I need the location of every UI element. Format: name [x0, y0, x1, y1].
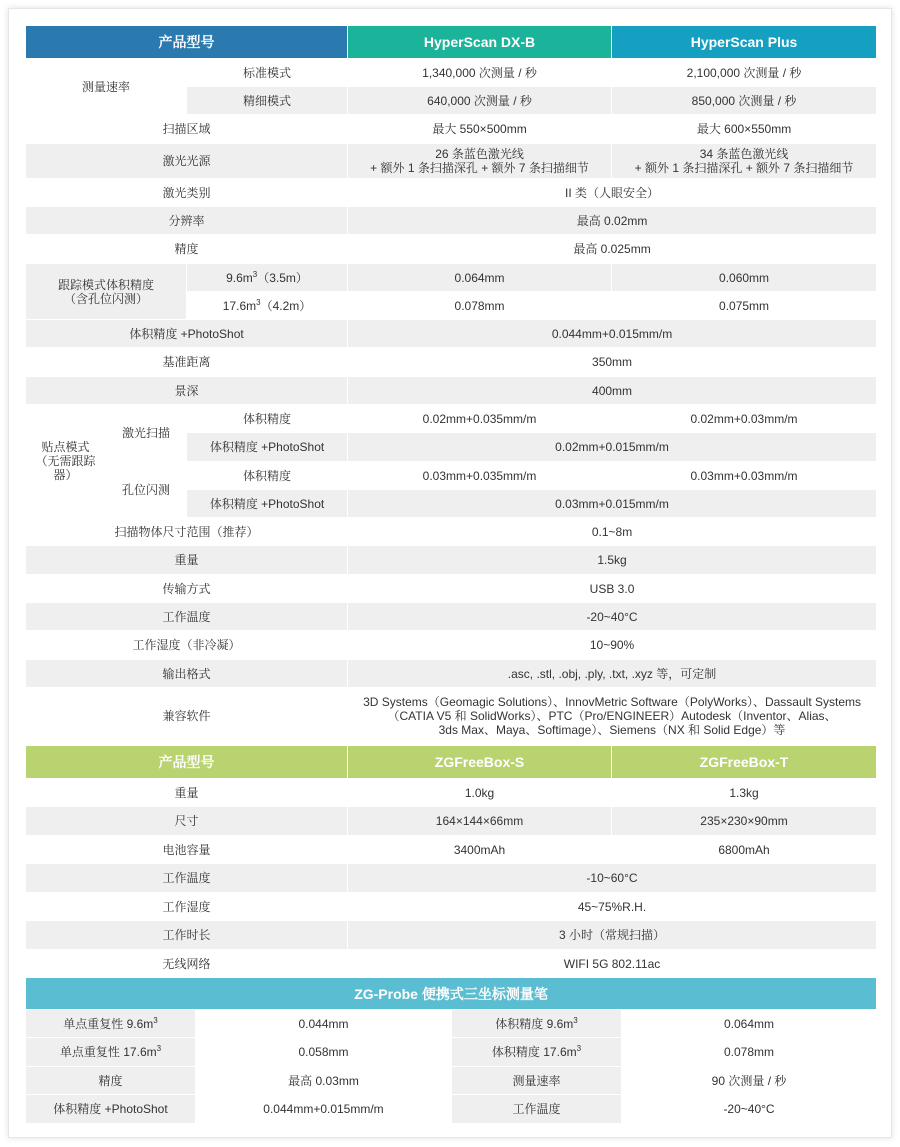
marker-laser-ps-value: 0.02mm+0.015mm/m: [348, 433, 877, 462]
standard-mode-label: 标准模式: [187, 59, 348, 87]
probe-r3-value2: 90 次测量 / 秒: [622, 1067, 877, 1095]
vol-photoshot-label: 体积精度 +PhotoShot: [26, 320, 348, 348]
probe-r3-value1: 最高 0.03mm: [196, 1067, 452, 1095]
zgfreebox-s-header: ZGFreeBox-S: [348, 746, 612, 779]
probe-r1-label1: [26, 1010, 196, 1038]
accuracy-label: 精度: [26, 235, 348, 264]
zg-weight-row: [26, 779, 877, 807]
probe-r2-label1: [26, 1038, 196, 1067]
vol-photoshot-value: 0.044mm+0.015mm/m: [348, 320, 877, 348]
marker-laser-vol-b: 0.02mm+0.03mm/m: [612, 405, 877, 433]
resolution-row: [26, 207, 877, 235]
marker-laser-vol-a: 0.02mm+0.035mm/m: [348, 405, 612, 433]
laser-class-row: [26, 179, 877, 207]
marker-mode-line1: 贴点模式: [41, 440, 90, 454]
marker-laser-ps-label: 体积精度 +PhotoShot: [187, 433, 348, 462]
zg-wireless-label: 无线网络: [26, 950, 348, 978]
weight-label: 重量: [26, 546, 348, 575]
probe-r4-label1: 体积精度 +PhotoShot: [26, 1095, 196, 1124]
resolution-label: 分辨率: [26, 207, 348, 235]
probe-r2-value1: 0.058mm: [196, 1038, 452, 1067]
hyperscan-header-row: [26, 26, 877, 59]
tracking-vol-1-exp: 3: [252, 269, 258, 279]
tracking-vol-1-value: 9.6m: [226, 270, 253, 285]
marker-laser-vol-label: 体积精度: [187, 405, 348, 433]
accuracy-value: 最高 0.025mm: [348, 235, 877, 264]
probe-r1-value2: 0.064mm: [622, 1010, 877, 1038]
output-value: .asc, .stl, .obj, .ply, .txt, .xyz 等，可定制: [348, 660, 877, 688]
weight-value: 1.5kg: [348, 546, 877, 575]
fine-speed-b: 850,000 次测量 / 秒: [612, 87, 877, 115]
speed-standard-row: [26, 59, 877, 87]
scan-area-b: 最大 600×550mm: [612, 115, 877, 144]
scan-area-a: 最大 550×500mm: [348, 115, 612, 144]
zg-battery-label: 电池容量: [26, 836, 348, 864]
marker-hole-ps-value: 0.03mm+0.015mm/m: [348, 490, 877, 518]
op-temp-row: [26, 603, 877, 631]
transfer-label: 传输方式: [26, 575, 348, 603]
op-humidity-label: 工作湿度（非冷凝）: [26, 631, 348, 660]
vol-photoshot-row: [26, 320, 877, 348]
weight-row: [26, 546, 877, 575]
zg-op-humidity-row: [26, 893, 877, 921]
tracking-2-b: 0.075mm: [612, 292, 877, 320]
probe-row-1: [26, 1010, 877, 1038]
laser-source-a-line2: + 额外 1 条扫描深孔 + 额外 7 条扫描细节: [370, 161, 589, 175]
probe-r2-label1-exp: 3: [156, 1044, 162, 1053]
probe-r1-value1: 0.044mm: [196, 1010, 452, 1038]
probe-r1-label1-text: 单点重复性 9.6m: [63, 1016, 154, 1031]
zg-op-humidity-label: 工作湿度: [26, 893, 348, 921]
tracking-1-a: 0.064mm: [348, 264, 612, 292]
probe-row-2: [26, 1038, 877, 1067]
software-row: [26, 688, 877, 745]
tracking-vol-2-value: 17.6m: [222, 298, 257, 313]
op-temp-value: -20~40°C: [348, 603, 877, 631]
tracking-1-b: 0.060mm: [612, 264, 877, 292]
probe-r1-label2-exp: 3: [573, 1015, 578, 1025]
tracking-vol-1: [187, 264, 348, 292]
laser-class-label: 激光类别: [26, 179, 348, 207]
dof-row: [26, 377, 877, 405]
probe-r2-label2-text: 体积精度 17.6m: [491, 1045, 577, 1059]
tracking-row-1: [26, 264, 877, 292]
zg-battery-b: 6800mAh: [612, 836, 877, 864]
marker-hole-label: 孔位闪测: [106, 462, 187, 518]
zg-op-time-label: 工作时长: [26, 921, 348, 950]
op-humidity-value: 10~90%: [348, 631, 877, 660]
marker-laser-label: 激光扫描: [106, 405, 187, 462]
probe-r3-label1: 精度: [26, 1067, 196, 1095]
hyperscan-spec-table: [25, 25, 877, 745]
laser-source-b-line1: 34 条蓝色激光线: [699, 147, 789, 161]
laser-source-b-line2: + 额外 1 条扫描深孔 + 额外 7 条扫描细节: [634, 161, 854, 175]
probe-r2-value2: 0.078mm: [622, 1038, 877, 1067]
zgfreebox-t-header: ZGFreeBox-T: [612, 746, 877, 779]
probe-r4-value1: 0.044mm+0.015mm/m: [196, 1095, 452, 1124]
zg-weight-a: 1.0kg: [348, 779, 612, 807]
probe-title: ZG-Probe 便携式三坐标测量笔: [26, 978, 877, 1010]
marker-hole-vol-b: 0.03mm+0.03mm/m: [612, 462, 877, 490]
software-line1: 3D Systems（Geomagic Solutions）、InnovMetric Software（PolyWorks）、Dassault Systems: [363, 695, 861, 709]
zg-op-temp-row: [26, 864, 877, 893]
zg-battery-a: 3400mAh: [348, 836, 612, 864]
standoff-row: [26, 348, 877, 377]
probe-r3-label2: 测量速率: [452, 1067, 622, 1095]
zg-op-time-value: 3 小时（常规扫描）: [348, 921, 877, 950]
object-size-label: 扫描物体尺寸范围（推荐）: [26, 518, 348, 546]
standard-speed-b: 2,100,000 次测量 / 秒: [612, 59, 877, 87]
model-dx-b-header: HyperScan DX-B: [348, 26, 612, 59]
tracking-vol-1-suffix: （3.5m）: [257, 270, 308, 285]
zg-size-b: 235×230×90mm: [612, 807, 877, 836]
probe-header-row: [26, 978, 877, 1010]
zg-product-model-header: 产品型号: [26, 746, 348, 779]
zg-size-row: [26, 807, 877, 836]
accuracy-row: [26, 235, 877, 264]
probe-r4-value2: -20~40°C: [622, 1095, 877, 1124]
laser-source-a: [348, 144, 612, 179]
zgfreebox-header-row: [26, 746, 877, 779]
standard-speed-a: 1,340,000 次测量 / 秒: [348, 59, 612, 87]
software-line2: （CATIA V5 和 SolidWorks）、PTC（Pro/ENGINEER）Autodesk（Inventor、Alias、: [387, 709, 837, 723]
object-size-row: [26, 518, 877, 546]
zg-op-temp-value: -10~60°C: [348, 864, 877, 893]
marker-mode-line2: （无需跟踪器）: [35, 454, 96, 482]
probe-row-4: [26, 1095, 877, 1124]
software-value: [348, 688, 877, 745]
software-label: 兼容软件: [26, 688, 348, 745]
marker-hole-vol-row: [26, 462, 877, 490]
zg-op-time-row: [26, 921, 877, 950]
zg-wireless-value: WIFI 5G 802.11ac: [348, 950, 877, 978]
probe-row-3: [26, 1067, 877, 1095]
standoff-value: 350mm: [348, 348, 877, 377]
transfer-row: [26, 575, 877, 603]
fine-speed-a: 640,000 次测量 / 秒: [348, 87, 612, 115]
probe-r4-label2: 工作温度: [452, 1095, 622, 1124]
op-temp-label: 工作温度: [26, 603, 348, 631]
probe-r2-label2: [452, 1038, 622, 1067]
tracking-label-line1: 跟踪模式体积精度: [57, 277, 154, 292]
zg-weight-b: 1.3kg: [612, 779, 877, 807]
marker-laser-vol-row: [26, 405, 877, 433]
probe-r1-label2: [452, 1010, 622, 1038]
probe-r1-label1-exp: 3: [153, 1015, 158, 1025]
zg-battery-row: [26, 836, 877, 864]
tracking-vol-2: [187, 292, 348, 320]
output-label: 输出格式: [26, 660, 348, 688]
zg-size-label: 尺寸: [26, 807, 348, 836]
dof-label: 景深: [26, 377, 348, 405]
dof-value: 400mm: [348, 377, 877, 405]
marker-mode-label: [26, 405, 106, 518]
object-size-value: 0.1~8m: [348, 518, 877, 546]
zg-op-humidity-value: 45~75%R.H.: [348, 893, 877, 921]
zg-wireless-row: [26, 950, 877, 978]
model-plus-header: HyperScan Plus: [612, 26, 877, 59]
zgfreebox-spec-table: [25, 745, 877, 978]
fine-mode-label: 精细模式: [187, 87, 348, 115]
scan-area-label: 扫描区域: [26, 115, 348, 144]
zg-op-temp-label: 工作温度: [26, 864, 348, 893]
probe-r2-label1-text: 单点重复性 17.6m: [59, 1045, 157, 1059]
software-line3: 3ds Max、Maya、Softimage）、Siemens（NX 和 Solid Edge）等: [438, 723, 786, 737]
marker-hole-vol-label: 体积精度: [187, 462, 348, 490]
standoff-label: 基准距离: [26, 348, 348, 377]
speed-label: 测量速率: [26, 59, 187, 115]
zg-size-a: 164×144×66mm: [348, 807, 612, 836]
probe-r1-label2-text: 体积精度 9.6m: [495, 1016, 574, 1031]
laser-class-value: II 类（人眼安全）: [348, 179, 877, 207]
tracking-2-a: 0.078mm: [348, 292, 612, 320]
transfer-value: USB 3.0: [348, 575, 877, 603]
tracking-label: [26, 264, 187, 320]
product-model-header: 产品型号: [26, 26, 348, 59]
laser-source-b: [612, 144, 877, 179]
tracking-label-line2: （含孔位闪测）: [63, 291, 148, 306]
tracking-vol-2-exp: 3: [256, 297, 261, 307]
output-row: [26, 660, 877, 688]
resolution-value: 最高 0.02mm: [348, 207, 877, 235]
op-humidity-row: [26, 631, 877, 660]
laser-source-label: 激光光源: [26, 144, 348, 179]
laser-source-a-line1: 26 条蓝色激光线: [435, 147, 524, 161]
probe-spec-table: [25, 977, 877, 1124]
marker-hole-ps-label: 体积精度 +PhotoShot: [187, 490, 348, 518]
zg-weight-label: 重量: [26, 779, 348, 807]
probe-r2-label2-exp: 3: [576, 1044, 582, 1053]
tracking-vol-2-suffix: （4.2m）: [260, 298, 312, 313]
scan-area-row: [26, 115, 877, 144]
laser-source-row: [26, 144, 877, 179]
marker-hole-vol-a: 0.03mm+0.035mm/m: [348, 462, 612, 490]
